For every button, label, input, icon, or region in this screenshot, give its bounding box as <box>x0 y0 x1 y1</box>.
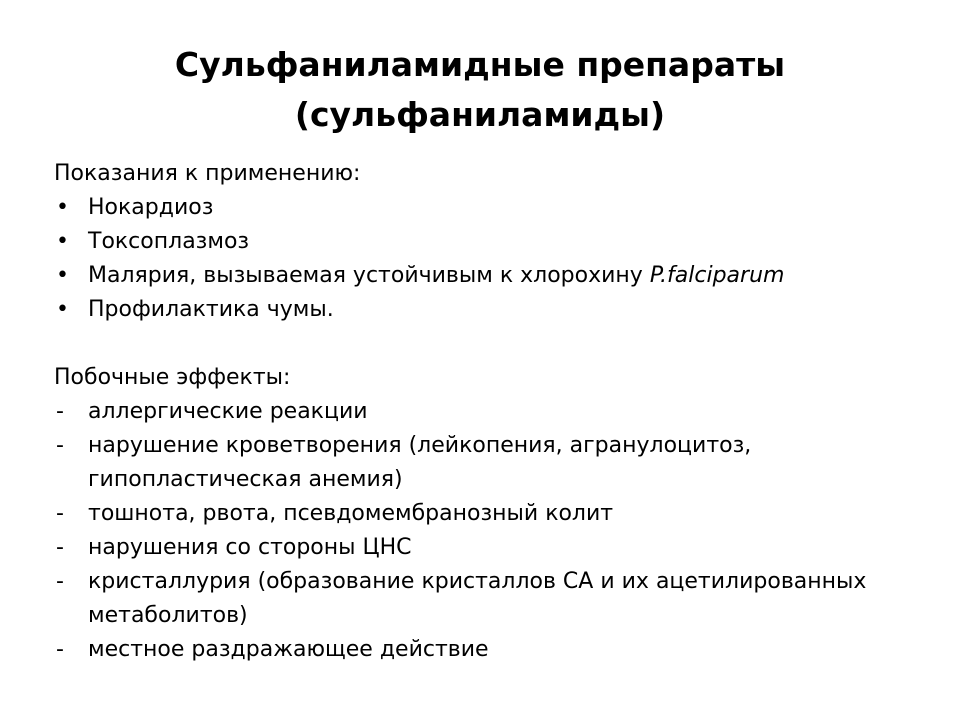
list-item-text: Малярия, вызываемая устойчивым к хлорохину <box>88 263 650 288</box>
bullet-marker: • <box>56 229 69 254</box>
list-item-text: местное раздражающее действие <box>88 637 489 662</box>
pathogen-name: P.falciparum <box>649 263 785 288</box>
side-effects-list <box>54 395 914 667</box>
dash-marker: - <box>56 399 64 424</box>
side-effects-heading: Побочные эффекты: <box>54 365 291 390</box>
dash-marker: - <box>56 501 64 526</box>
section-spacer <box>54 327 914 361</box>
list-item <box>54 191 914 225</box>
list-item <box>54 497 914 531</box>
list-item <box>54 395 914 429</box>
indications-list <box>54 191 914 327</box>
list-item-text: кристаллурия (образование кристаллов СА и их ацетилированных метаболитов) <box>88 569 867 628</box>
slide-title <box>0 40 960 140</box>
list-item-text: нарушения со стороны ЦНС <box>88 535 412 560</box>
list-item <box>54 225 914 259</box>
list-item <box>54 565 914 633</box>
list-item <box>54 633 914 667</box>
list-item-text: нарушение кроветворения (лейкопения, агранулоцитоз, гипопластическая анемия) <box>88 433 752 492</box>
list-item <box>54 531 914 565</box>
indications-heading: Показания к применению: <box>54 161 361 186</box>
dash-marker: - <box>56 637 64 662</box>
list-item-text: Нокардиоз <box>88 195 214 220</box>
list-item-text: тошнота, рвота, псевдомембранозный колит <box>88 501 614 526</box>
dash-marker: - <box>56 535 64 560</box>
title-line-1: Сульфаниламидные препараты <box>174 45 786 84</box>
slide-body <box>54 157 914 667</box>
bullet-marker: • <box>56 263 69 288</box>
list-item-text: аллергические реакции <box>88 399 368 424</box>
dash-marker: - <box>56 433 64 458</box>
list-item <box>54 429 914 497</box>
list-item <box>54 293 914 327</box>
title-line-2: (сульфаниламиды) <box>294 95 666 134</box>
list-item-text: Токсоплазмоз <box>88 229 250 254</box>
list-item <box>54 259 914 293</box>
bullet-marker: • <box>56 195 69 220</box>
bullet-marker: • <box>56 297 69 322</box>
list-item-text: Профилактика чумы. <box>88 297 334 322</box>
dash-marker: - <box>56 569 64 594</box>
